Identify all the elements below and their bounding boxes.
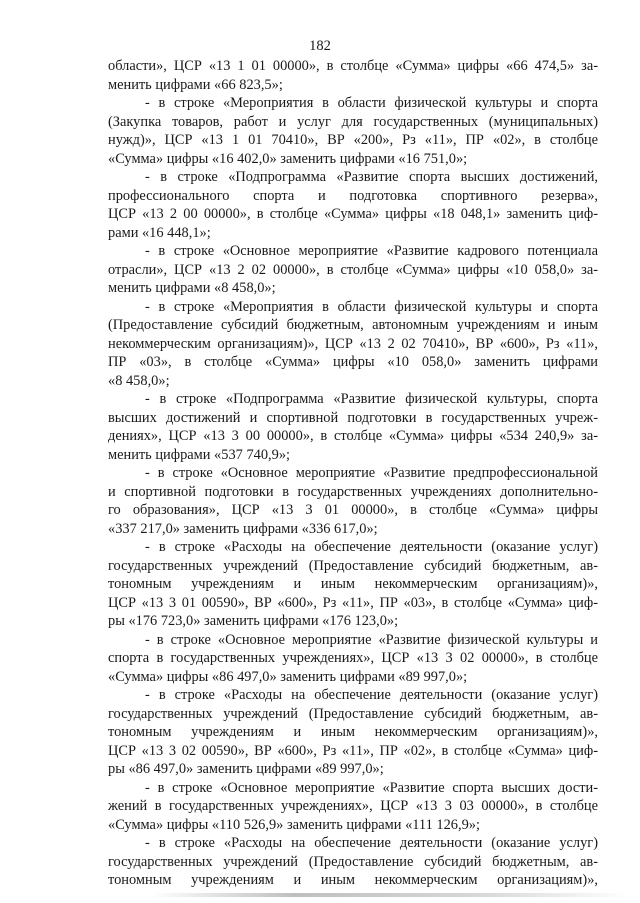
document-body: [108, 57, 598, 890]
text-line: ры «176 723,0» заменить цифрами «176 123,0»;: [108, 613, 399, 629]
text-line: нужд)», ЦСР «13 1 01 70410», ВР «200», Рз «11», ПР «02», в столбце: [108, 132, 598, 148]
paragraph-first-line: - в строке «Основное мероприятие «Развитие спорта высших дости-: [145, 779, 598, 796]
text-line: (Предоставление субсидий бюджетным, автономным учреждениям и иным: [108, 317, 598, 333]
text-line: спорта в государственных учреждениях», ЦСР «13 3 02 00000», в столбце: [108, 650, 598, 666]
text-line: менить цифрами «537 740,9»;: [108, 446, 291, 463]
page-number: 182: [309, 38, 331, 54]
paragraph-first-line: - в строке «Подпрограмма «Развитие физической культуры, спорта: [145, 391, 598, 407]
text-line: ЦСР «13 3 01 00590», ВР «600», Рз «11», ПР «03», в столбце «Сумма» циф-: [108, 594, 598, 611]
text-line: ЦСР «13 2 00 00000», в столбце «Сумма» цифры «18 048,1» заменить циф-: [108, 206, 598, 222]
text-line: «337 217,0» заменить цифрами «336 617,0»;: [108, 520, 378, 537]
text-line: тономным учреждениям и иным некоммерческим организациям)»,: [108, 724, 598, 740]
text-line: менить цифрами «66 823,5»;: [108, 76, 283, 93]
text-line: ПР «03», в столбце «Сумма» цифры «10 058,0» заменить цифрами: [108, 354, 598, 370]
paragraph-first-line: - в строке «Основное мероприятие «Развитие физической культуры и: [145, 631, 598, 648]
paragraph-first-line: - в строке «Мероприятия в области физической культуры и спорта: [145, 298, 598, 315]
text-line: государственных учреждений (Предоставление субсидий бюджетным, ав-: [108, 705, 598, 722]
paragraph-first-line: - в строке «Мероприятия в области физической культуры и спорта: [145, 95, 598, 111]
paragraph-first-line: - в строке «Основное мероприятие «Развитие предпрофессиональной: [145, 465, 598, 481]
text-line: тономным учреждениям и иным некоммерческим организациям)»,: [108, 872, 598, 888]
paragraph-first-line: - в строке «Расходы на обеспечение деятельности (оказание услуг): [145, 835, 598, 851]
paragraph-first-line: - в строке «Расходы на обеспечение деятельности (оказание услуг): [145, 539, 598, 555]
text-line: ЦСР «13 3 02 00590», ВР «600», Рз «11», ПР «02», в столбце «Сумма» циф-: [108, 742, 598, 759]
text-line: высших достижений и спортивной подготовки в государственных учреж-: [108, 409, 598, 426]
text-line: тономным учреждениям и иным некоммерческим организациям)»,: [108, 576, 598, 592]
paragraph-first-line: - в строке «Подпрограмма «Развитие спорта высших достижений,: [145, 169, 598, 185]
text-line: менить цифрами «8 458,0»;: [108, 280, 276, 296]
text-line: «8 458,0»;: [108, 372, 170, 389]
scan-edge-mark: [150, 893, 630, 897]
text-line: отрасли», ЦСР «13 2 02 00000», в столбце «Сумма» цифры «10 058,0» за-: [108, 261, 598, 278]
paragraph-first-line: - в строке «Основное мероприятие «Развитие кадрового потенциала: [145, 243, 598, 259]
text-line: жений в государственных учреждениях», ЦСР «13 3 03 00000», в столбце: [108, 798, 598, 814]
text-line: государственных учреждений (Предоставление субсидий бюджетным, ав-: [108, 853, 598, 870]
text-line: «Сумма» цифры «16 402,0» заменить цифрами «16 751,0»;: [108, 150, 468, 167]
text-line: рами «16 448,1»;: [108, 224, 211, 241]
text-line: ры «86 497,0» заменить цифрами «89 997,0»;: [108, 761, 384, 777]
text-line: и спортивной подготовки в государственных учреждениях дополнительно-: [108, 483, 598, 500]
text-line: го образования», ЦСР «13 3 01 00000», в столбце «Сумма» цифры: [108, 502, 598, 518]
text-line: государственных учреждений (Предоставление субсидий бюджетным, ав-: [108, 557, 598, 574]
text-line: дениях», ЦСР «13 3 00 00000», в столбце «Сумма» цифры «534 240,9» за-: [108, 428, 598, 444]
text-line: (Закупка товаров, работ и услуг для государственных (муниципальных): [108, 113, 598, 130]
text-line: «Сумма» цифры «110 526,9» заменить цифрами «111 126,9»;: [108, 816, 480, 833]
paragraph-first-line: - в строке «Расходы на обеспечение деятельности (оказание услуг): [145, 687, 598, 703]
text-line: некоммерческим организациям)», ЦСР «13 2 02 70410», ВР «600», Рз «11»,: [108, 335, 598, 352]
text-line: «Сумма» цифры «86 497,0» заменить цифрами «89 997,0»;: [108, 668, 468, 685]
text-line: профессионального спорта и подготовка спортивного резерва»,: [108, 187, 598, 204]
text-line: области», ЦСР «13 1 01 00000», в столбце «Сумма» цифры «66 474,5» за-: [108, 58, 598, 74]
